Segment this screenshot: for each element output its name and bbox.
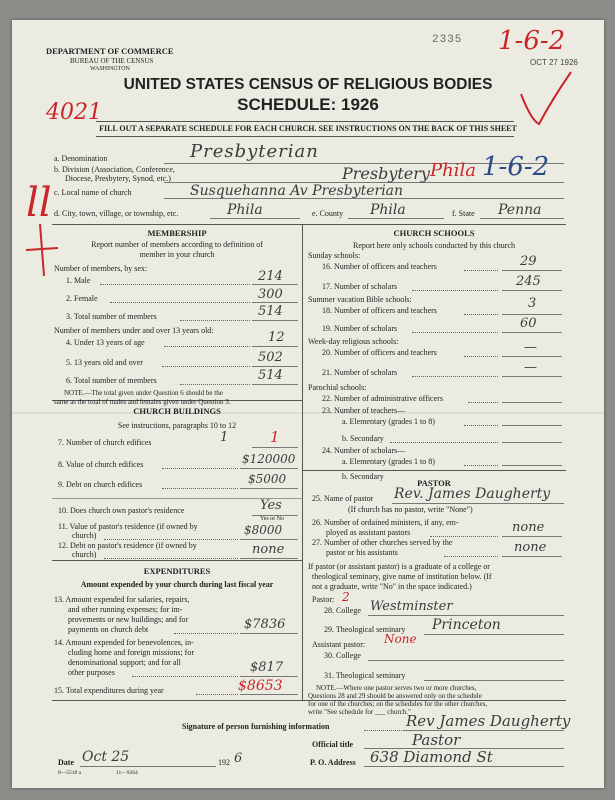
membership-title: MEMBERSHIP bbox=[147, 228, 207, 238]
q28-value: Westminster bbox=[370, 599, 453, 614]
edifices-value: 1 bbox=[220, 430, 229, 445]
red-code-top: 1-6-2 bbox=[498, 26, 566, 56]
owns-residence-value: Yes bbox=[260, 498, 282, 513]
red-number: 4021 bbox=[46, 100, 102, 125]
edifice-debt-label: 9. Debt on church edifices bbox=[58, 480, 143, 489]
expenditures-title: EXPENDITURES bbox=[143, 566, 211, 576]
q23a-label: a. Elementary (grades 1 to 8) bbox=[342, 417, 435, 426]
q27-label: 27. Number of other churches served by the bbox=[312, 538, 453, 547]
q23-label: 23. Number of teachers— bbox=[322, 406, 406, 415]
schools-subtitle: Report here only schools conducted by this church bbox=[353, 241, 515, 250]
q17-label: 17. Number of scholars bbox=[322, 282, 398, 291]
division-label: b. Division (Association, Conference, bbox=[54, 165, 175, 174]
q25-note: (If church has no pastor, write "None") bbox=[348, 505, 473, 514]
q13-value: $7836 bbox=[244, 617, 286, 632]
date-value: Oct 25 bbox=[82, 749, 130, 765]
print-number: 11—9264 bbox=[116, 770, 138, 776]
q14-label-3: denominational support; and for all bbox=[68, 658, 181, 667]
q29-label: 29. Theological seminary bbox=[324, 625, 406, 634]
q16-label: 16. Number of officers and teachers bbox=[322, 262, 437, 271]
official-title-value: Pastor bbox=[412, 731, 461, 749]
total-members-label: 3. Total number of members bbox=[66, 312, 157, 321]
q15-value: $8653 bbox=[238, 678, 283, 694]
male-value: 214 bbox=[258, 269, 283, 284]
owns-residence-label: 10. Does church own pastor's residence bbox=[58, 506, 185, 515]
sunday-schools-label: Sunday schools: bbox=[308, 251, 361, 260]
summer-schools-label: Summer vacation Bible schools: bbox=[308, 295, 412, 304]
male-label: 1. Male bbox=[66, 276, 91, 285]
total-members-value: 514 bbox=[258, 304, 283, 319]
membership-subtitle: Report number of members according to definition of bbox=[91, 240, 263, 249]
q14-label-2: cluding home and foreign missions; for bbox=[68, 648, 194, 657]
residence-debt-value: none bbox=[252, 542, 285, 557]
q30-label: 30. College bbox=[324, 651, 361, 660]
over-13-value: 502 bbox=[258, 350, 283, 365]
pastor-mark: 2 bbox=[342, 590, 350, 604]
denomination-value: Presbyterian bbox=[190, 141, 319, 162]
county-value: Phila bbox=[370, 202, 406, 218]
division-code: 1-6-2 bbox=[482, 152, 550, 182]
pastor-note: NOTE.—Where one pastor serves two or more churches, bbox=[316, 684, 477, 692]
q18-label: 18. Number of officers and teachers bbox=[322, 306, 437, 315]
local-name-value: Susquehanna Av Presbyterian bbox=[190, 183, 404, 199]
q23b-label: b. Secondary bbox=[342, 434, 384, 443]
q27-label-2: pastor or his assistants bbox=[326, 548, 398, 557]
q25-value: Rev. James Daugherty bbox=[394, 486, 551, 502]
q19-value: 60 bbox=[520, 316, 537, 331]
q25-label: 25. Name of pastor bbox=[312, 494, 374, 503]
q13-label: 13. Amount expended for salaries, repairs, bbox=[54, 595, 190, 604]
census-schedule-form bbox=[12, 20, 604, 788]
address-value: 638 Diamond St bbox=[370, 748, 493, 766]
signature-label: Signature of person furnishing information bbox=[182, 722, 330, 731]
denomination-label: a. Denomination bbox=[54, 154, 108, 163]
date-label: Date bbox=[58, 758, 74, 767]
expenditures-subtitle: Amount expended by your church during last fiscal year bbox=[80, 580, 274, 589]
form-number: 8—5518 a bbox=[58, 770, 82, 776]
under-13-value: 12 bbox=[268, 330, 285, 345]
parochial-schools-label: Parochial schools: bbox=[308, 383, 367, 392]
edifice-value-value: $120000 bbox=[242, 452, 296, 466]
pastor-title: PASTOR bbox=[417, 478, 451, 488]
pastor-note-2: Questions 28 and 29 should be answered only on the schedule bbox=[308, 692, 482, 700]
yes-no-hint: Yes or No bbox=[260, 516, 285, 522]
city-value: Phila bbox=[227, 202, 263, 218]
city-name: WASHINGTON bbox=[90, 66, 130, 72]
graduate-note-3: not a graduate, write "No" in the space indicated.) bbox=[312, 582, 472, 591]
q31-label: 31. Theological seminary bbox=[324, 671, 406, 680]
q29-value: Princeton bbox=[432, 617, 501, 633]
q26-label-2: ployed as assistant pastors bbox=[326, 528, 411, 537]
received-stamp: OCT 27 1926 bbox=[530, 58, 578, 67]
q14-value: $817 bbox=[250, 660, 284, 675]
female-value: 300 bbox=[258, 287, 283, 302]
q21-label: 21. Number of scholars bbox=[322, 368, 398, 377]
local-name-label: c. Local name of church bbox=[54, 188, 132, 197]
schools-title: CHURCH SCHOOLS bbox=[393, 228, 475, 238]
official-title-label: Official title bbox=[312, 740, 354, 749]
residence-value-label: 11. Value of pastor's residence (if owned by bbox=[58, 522, 198, 531]
graduate-note-2: theological seminary, give name of institution below. (If bbox=[312, 572, 492, 581]
q26-label: 26. Number of ordained ministers, if any, em- bbox=[312, 518, 459, 527]
bureau-name: BUREAU OF THE CENSUS bbox=[70, 57, 154, 65]
q24-label: 24. Number of scholars— bbox=[322, 446, 406, 455]
edifices-red-value: 1 bbox=[270, 428, 280, 446]
membership-note-2: same as the total of males and females given under Question 3. bbox=[54, 398, 231, 406]
q16-value: 29 bbox=[520, 254, 537, 269]
state-label: f. State bbox=[452, 209, 475, 218]
q13-label-3: provements or new buildings; and for bbox=[68, 615, 189, 624]
year-suffix: 6 bbox=[234, 751, 243, 766]
total-members-2-value: 514 bbox=[258, 368, 283, 383]
assistant-pastor-value: None bbox=[384, 632, 417, 646]
address-label: P. O. Address bbox=[310, 758, 356, 767]
edifices-label: 7. Number of church edifices bbox=[58, 438, 152, 447]
instructions-line: FILL OUT A SEPARATE SCHEDULE FOR EACH CHURCH. SEE INSTRUCTIONS ON THE BACK OF THIS SHEET bbox=[99, 124, 517, 133]
form-title: UNITED STATES CENSUS OF RELIGIOUS BODIES bbox=[123, 76, 493, 93]
year-prefix: 192 bbox=[218, 758, 230, 767]
q26-value: none bbox=[512, 520, 545, 535]
pastor-note-4: write "See schedule for ___ church." bbox=[308, 708, 411, 716]
membership-subtitle-2: member in your church bbox=[139, 250, 215, 259]
q22-label: 22. Number of administrative officers bbox=[322, 394, 443, 403]
schedule-title: SCHEDULE: 1926 bbox=[237, 95, 379, 114]
graduate-note: If pastor (or assistant pastor) is a graduate of a college or bbox=[308, 562, 490, 571]
members-by-sex-label: Number of members, by sex: bbox=[54, 264, 148, 273]
total-members-2-label: 6. Total number of members bbox=[66, 376, 157, 385]
state-value: Penna bbox=[498, 202, 542, 218]
residence-debt-label-2: church) bbox=[72, 550, 97, 559]
dept-name: DEPARTMENT OF COMMERCE bbox=[46, 46, 174, 56]
q19-label: 19. Number of scholars bbox=[322, 324, 398, 333]
q13-label-4: payments on church debt bbox=[68, 625, 149, 634]
q24a-label: a. Elementary (grades 1 to 8) bbox=[342, 457, 435, 466]
buildings-subtitle: See instructions, paragraphs 10 to 12 bbox=[117, 421, 237, 430]
pastor-note-3: for one of the churches; on the schedules for the other churches, bbox=[308, 700, 488, 708]
assistant-pastor-label: Assistant pastor: bbox=[312, 640, 366, 649]
residence-value-value: $8000 bbox=[244, 523, 283, 537]
q17-value: 245 bbox=[516, 274, 541, 289]
margin-mark: ll bbox=[26, 180, 52, 226]
division-red-value: Phila bbox=[430, 160, 476, 181]
edifice-debt-value: $5000 bbox=[248, 472, 287, 486]
pastor-college-label: Pastor: bbox=[312, 595, 335, 604]
q27-value: none bbox=[514, 540, 547, 555]
q20-value: — bbox=[524, 340, 537, 355]
q13-label-2: and other running expenses; for im- bbox=[68, 605, 183, 614]
buildings-title: CHURCH BUILDINGS bbox=[133, 406, 221, 416]
female-label: 2. Female bbox=[66, 294, 98, 303]
county-label: e. County bbox=[312, 209, 344, 218]
signature-value: Rev James Daugherty bbox=[406, 712, 571, 730]
weekday-schools-label: Week-day religious schools: bbox=[308, 337, 399, 346]
q14-label: 14. Amount expended for benevolences, in- bbox=[54, 638, 194, 647]
q21-value: — bbox=[524, 360, 537, 375]
q14-label-4: other purposes bbox=[68, 668, 115, 677]
q20-label: 20. Number of officers and teachers bbox=[322, 348, 437, 357]
members-by-age-label: Number of members under and over 13 years old: bbox=[54, 326, 214, 335]
q18-value: 3 bbox=[528, 296, 537, 311]
residence-value-label-2: church) bbox=[72, 531, 97, 540]
edifice-value-label: 8. Value of church edifices bbox=[58, 460, 144, 469]
division-label-2: Diocese, Presbytery, Synod, etc.) bbox=[65, 174, 171, 183]
membership-note: NOTE.—The total given under Question 6 should be the bbox=[64, 389, 223, 397]
q24b-label: b. Secondary bbox=[342, 472, 384, 481]
city-label: d. City, town, village, or township, etc. bbox=[54, 209, 179, 218]
over-13-label: 5. 13 years old and over bbox=[66, 358, 143, 367]
q15-label: 15. Total expenditures during year bbox=[54, 686, 164, 695]
serial-number: 2335 bbox=[432, 34, 463, 46]
q28-label: 28. College bbox=[324, 606, 361, 615]
under-13-label: 4. Under 13 years of age bbox=[66, 338, 145, 347]
residence-debt-label: 12. Debt on pastor's residence (if owned by bbox=[58, 541, 197, 550]
division-value: Presbytery bbox=[342, 164, 430, 183]
